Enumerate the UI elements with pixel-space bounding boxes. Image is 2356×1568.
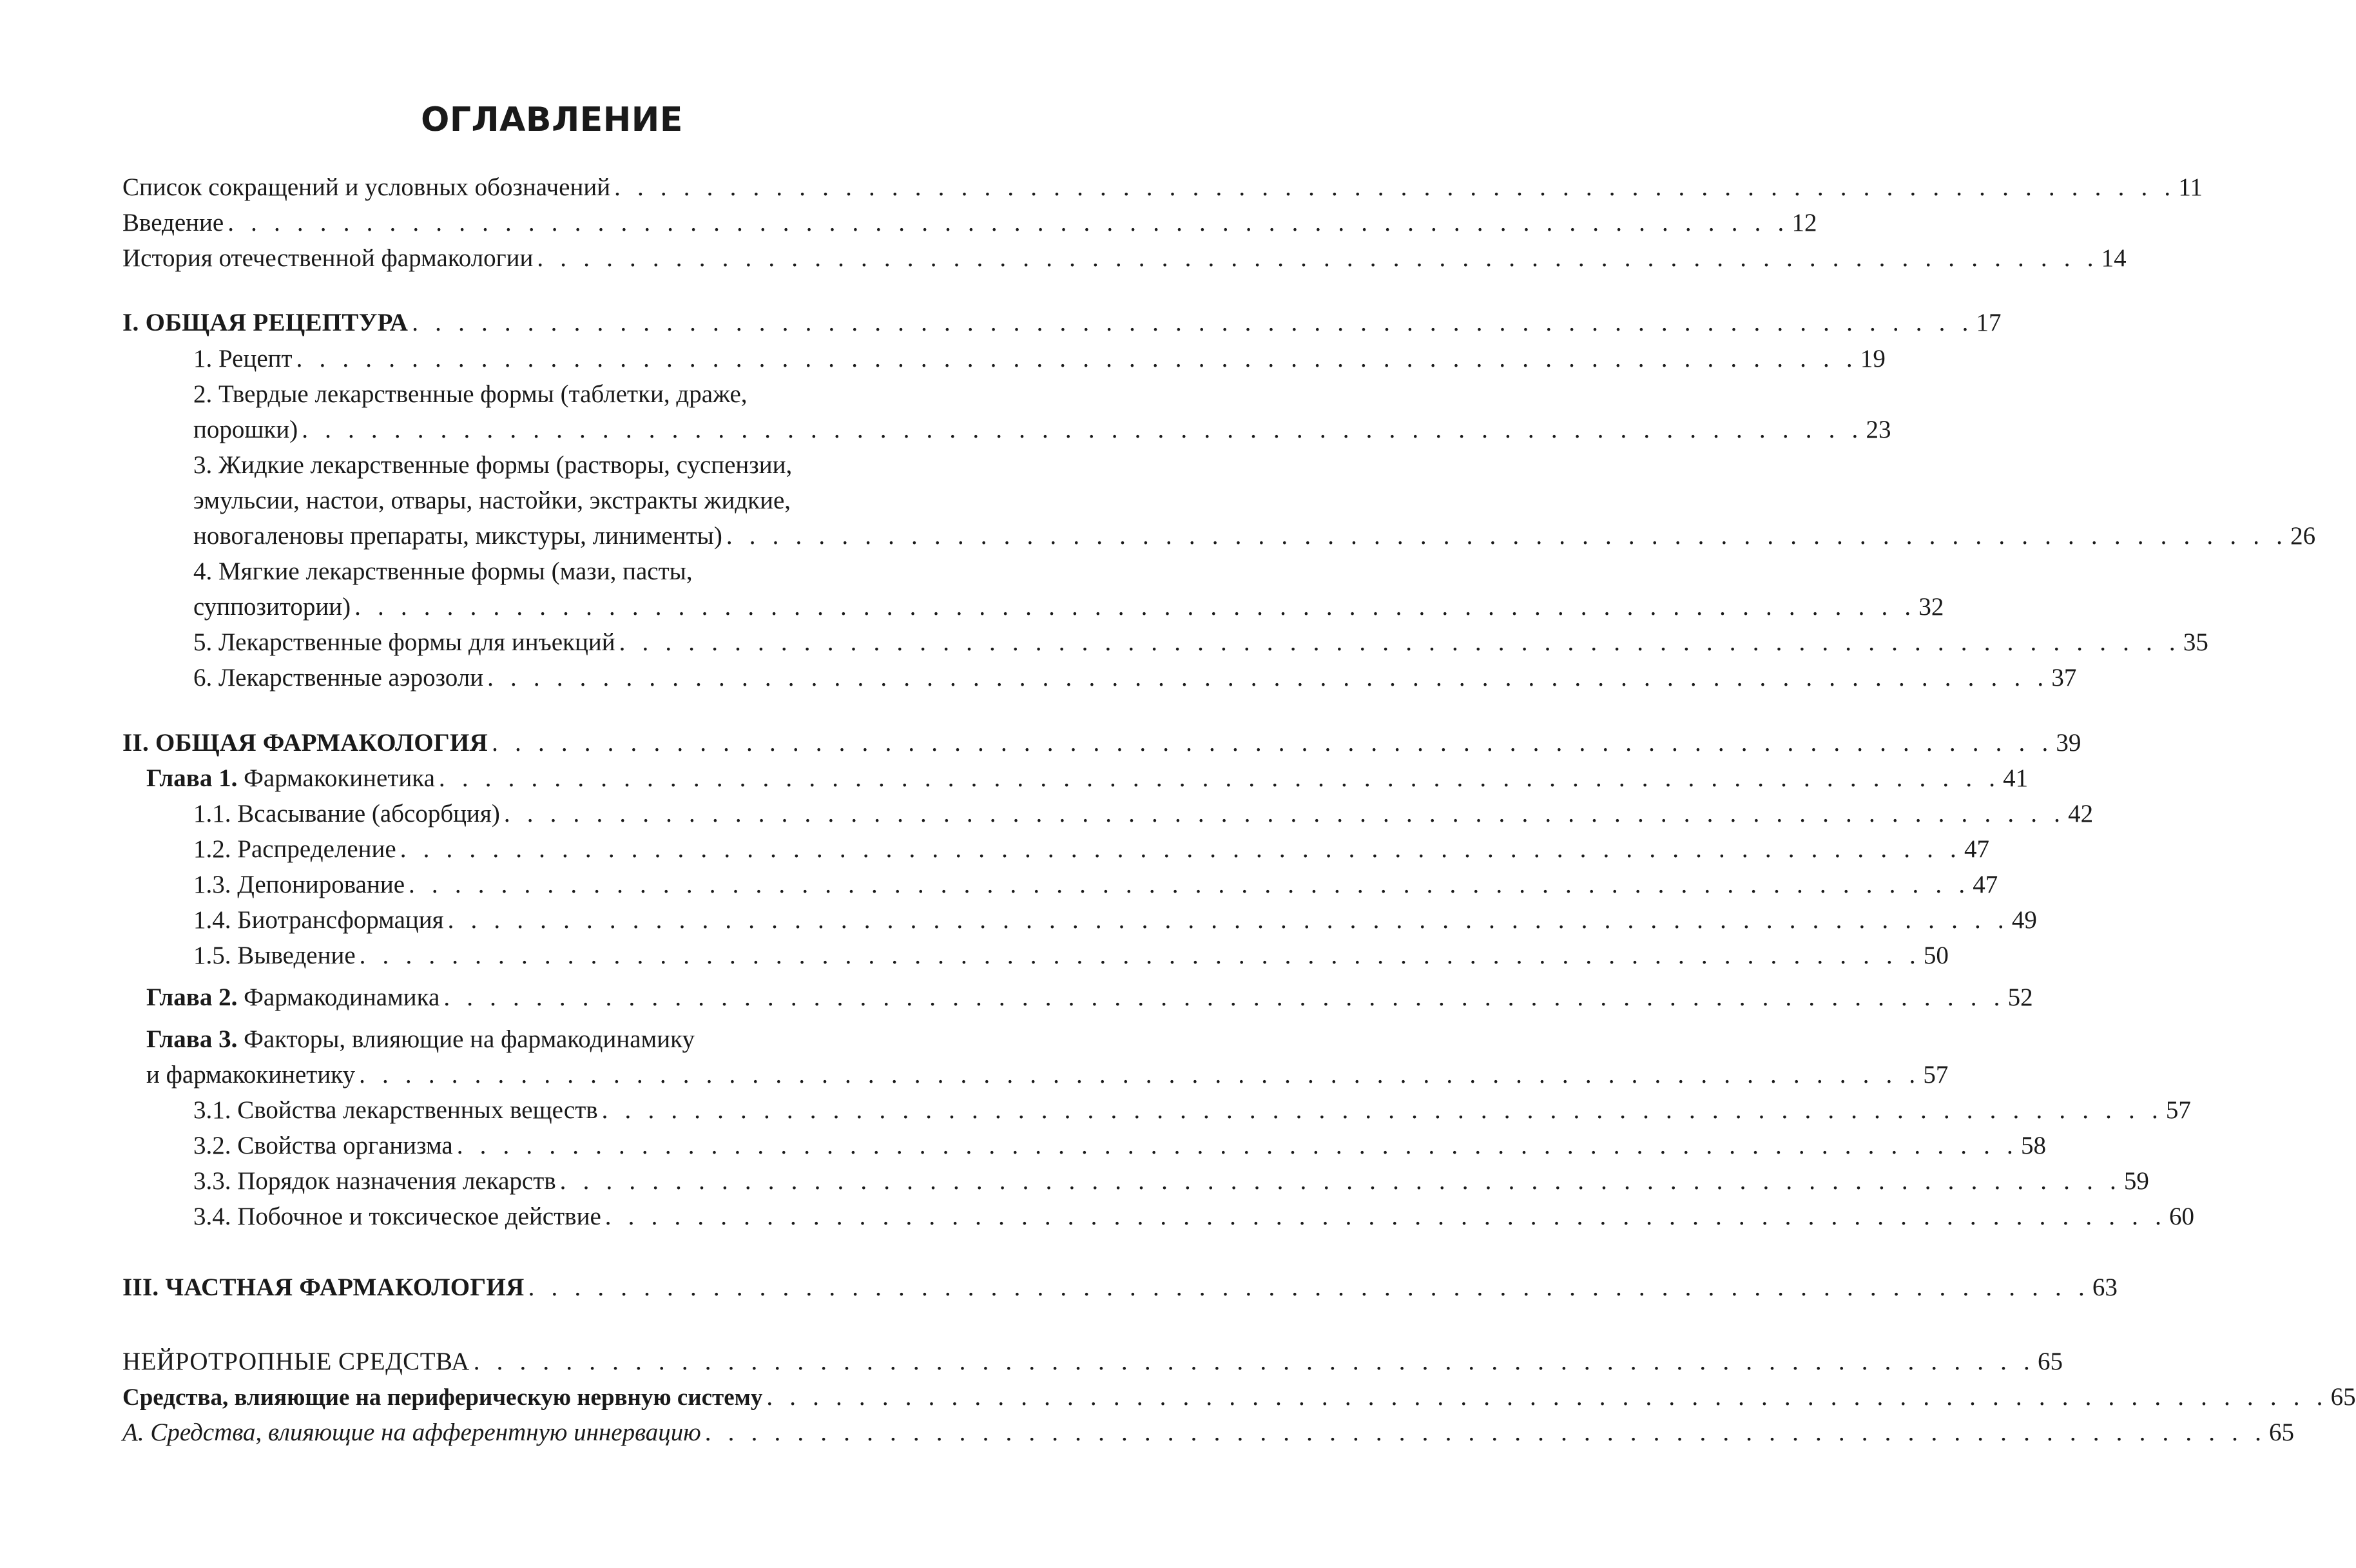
page-number: 14 <box>2101 244 2127 272</box>
chapter-label: Глава 2. <box>146 983 238 1011</box>
page-number: 12 <box>1791 209 1817 237</box>
toc-entry-1-4[interactable] <box>193 905 2037 936</box>
dot-leader: . . . . . . . . . . . . . . . . . . . . . . . . . . . . . . . . . . . . . . . . . . . . . . . . . . . . . . . . . . . . . . . . . . . . <box>400 835 1962 863</box>
page-number: 42 <box>2068 800 2094 828</box>
page-number: 50 <box>1923 942 1949 969</box>
dot-leader: . . . . . . . . . . . . . . . . . . . . . . . . . . . . . . . . . . . . . . . . . . . . . . . . . . . . . . . . . . . . . . . . . . . . <box>227 209 1790 237</box>
chapter-label: Глава 3. <box>146 1025 238 1053</box>
entry-title: 3.1. Свойства лекарственных веществ <box>193 1096 598 1124</box>
toc-entry-neurotropic[interactable] <box>122 1347 2063 1377</box>
page-number: 57 <box>2165 1096 2191 1124</box>
entry-title <box>146 764 435 794</box>
page-number: 59 <box>2123 1167 2149 1195</box>
toc-entry-peripheral-ns[interactable] <box>122 1382 2356 1413</box>
page-number: 32 <box>1918 593 1944 621</box>
dot-leader: . . . . . . . . . . . . . . . . . . . . . . . . . . . . . . . . . . . . . . . . . . . . . . . . . . . . . . . . . . . . . . . . . . . . <box>473 1348 2035 1375</box>
entry-title: НЕЙРОТРОПНЫЕ СРЕДСТВА <box>122 1348 470 1375</box>
page-number: 65 <box>2037 1348 2063 1375</box>
toc-entry-injection-forms[interactable] <box>193 628 2208 658</box>
toc-section-general-prescription[interactable] <box>122 308 2002 338</box>
dot-leader: . . . . . . . . . . . . . . . . . . . . . . . . . . . . . . . . . . . . . . . . . . . . . . . . . . . . . . . . . . . . . . . . . . . . <box>412 309 1974 336</box>
section-title: III. ЧАСТНАЯ ФАРМАКОЛОГИЯ <box>122 1273 525 1301</box>
entry-title: Список сокращений и условных обозначений <box>122 173 611 201</box>
page-number: 57 <box>1923 1061 1949 1089</box>
dot-leader: . . . . . . . . . . . . . . . . . . . . . . . . . . . . . . . . . . . . . . . . . . . . . . . . . . . . . . . . . . . . . . . . . . . . <box>438 764 2001 792</box>
page-number: 63 <box>2092 1273 2118 1301</box>
page-number: 37 <box>2051 664 2077 692</box>
entry-title: 1. Рецепт <box>193 345 293 373</box>
toc-entry-1-3[interactable] <box>193 870 1998 900</box>
dot-leader: . . . . . . . . . . . . . . . . . . . . . . . . . . . . . . . . . . . . . . . . . . . . . . . . . . . . . . . . . . . . . . . . . . . . <box>619 628 2181 656</box>
entry-title: новогаленовы препараты, микстуры, линименты) <box>193 522 722 550</box>
toc-entry-3-1[interactable] <box>193 1096 2191 1126</box>
entry-title: суппозитории) <box>193 593 351 621</box>
dot-leader: . . . . . . . . . . . . . . . . . . . . . . . . . . . . . . . . . . . . . . . . . . . . . . . . . . . . . . . . . . . . . . . . . . . . <box>492 729 2054 757</box>
entry-title: 3.3. Порядок назначения лекарств <box>193 1167 556 1195</box>
entry-title: 1.3. Депонирование <box>193 871 405 898</box>
toc-entry-3-4[interactable] <box>193 1202 2195 1232</box>
section-title: I. ОБЩАЯ РЕЦЕПТУРА <box>122 309 409 336</box>
page-number: 58 <box>2020 1132 2046 1159</box>
page-number: 49 <box>2011 906 2037 934</box>
toc-chapter-2[interactable] <box>146 983 2033 1013</box>
entry-title: порошки) <box>193 416 298 443</box>
entry-title: Средства, влияющие на периферическую нервную систему <box>122 1384 763 1411</box>
entry-title: История отечественной фармакологии <box>122 244 534 272</box>
dot-leader: . . . . . . . . . . . . . . . . . . . . . . . . . . . . . . . . . . . . . . . . . . . . . . . . . . . . . . . . . . . . . . . . . . . . <box>726 522 2288 550</box>
dot-leader: . . . . . . . . . . . . . . . . . . . . . . . . . . . . . . . . . . . . . . . . . . . . . . . . . . . . . . . . . . . . . . . . . . . . <box>537 244 2099 272</box>
page-number: 11 <box>2178 173 2203 201</box>
page-number: 65 <box>2330 1383 2356 1411</box>
toc-entry-abbreviations[interactable] <box>122 173 2203 203</box>
dot-leader: . . . . . . . . . . . . . . . . . . . . . . . . . . . . . . . . . . . . . . . . . . . . . . . . . . . . . . . . . . . . . . . . . . . . <box>601 1096 2163 1124</box>
toc-chapter-1[interactable] <box>146 764 2029 794</box>
entry-title: Введение <box>122 209 224 237</box>
entry-title: 3.2. Свойства организма <box>193 1132 453 1159</box>
toc-entry-1-5[interactable] <box>193 941 1949 971</box>
page-number: 47 <box>1964 835 1989 863</box>
dot-leader: . . . . . . . . . . . . . . . . . . . . . . . . . . . . . . . . . . . . . . . . . . . . . . . . . . . . . . . . . . . . . . . . . . . . <box>503 800 2066 828</box>
page-title: ОГЛАВЛЕНИЕ <box>421 101 683 139</box>
dot-leader: . . . . . . . . . . . . . . . . . . . . . . . . . . . . . . . . . . . . . . . . . . . . . . . . . . . . . . . . . . . . . . . . . . . . <box>296 345 1858 373</box>
toc-chapter-3-line1 <box>146 1025 991 1055</box>
toc-entry-soft-forms[interactable] <box>193 592 1944 623</box>
dot-leader: . . . . . . . . . . . . . . . . . . . . . . . . . . . . . . . . . . . . . . . . . . . . . . . . . . . . . . . . . . . . . . . . . . . . <box>456 1132 2018 1159</box>
page-number: 17 <box>1976 309 2002 336</box>
toc-entry-solid-forms-line1: 2. Твердые лекарственные формы (таблетки, драже, <box>193 380 748 408</box>
chapter-title: Факторы, влияющие на фармакодинамику <box>244 1025 695 1053</box>
dot-leader: . . . . . . . . . . . . . . . . . . . . . . . . . . . . . . . . . . . . . . . . . . . . . . . . . . . . . . . . . . . . . . . . . . . . <box>359 1061 1921 1089</box>
entry-title: 3.4. Побочное и токсическое действие <box>193 1203 601 1230</box>
entry-title: А. Средства, влияющие на афферентную иннервацию <box>122 1418 701 1446</box>
page-number: 39 <box>2056 729 2081 757</box>
toc-entry-history[interactable] <box>122 244 2127 274</box>
toc-entry-recipe[interactable] <box>193 344 1886 374</box>
dot-leader: . . . . . . . . . . . . . . . . . . . . . . . . . . . . . . . . . . . . . . . . . . . . . . . . . . . . . . . . . . . . . . . . . . . . <box>447 906 2009 934</box>
toc-entry-liquid-forms-line1: 3. Жидкие лекарственные формы (растворы, суспензии, <box>193 451 793 479</box>
dot-leader: . . . . . . . . . . . . . . . . . . . . . . . . . . . . . . . . . . . . . . . . . . . . . . . . . . . . . . . . . . . . . . . . . . . . <box>614 173 2176 201</box>
chapter-title: Фармакодинамика <box>244 983 440 1011</box>
entry-title: 1.1. Всасывание (абсорбция) <box>193 800 500 828</box>
page-number: 52 <box>2007 983 2033 1011</box>
toc-entry-liquid-forms-line2: эмульсии, настои, отвары, настойки, экстракты жидкие, <box>193 487 791 514</box>
toc-entry-introduction[interactable] <box>122 208 1817 238</box>
page-number: 35 <box>2183 628 2208 656</box>
toc-entry-aerosols[interactable] <box>193 663 2077 693</box>
page-number: 60 <box>2169 1203 2195 1230</box>
section-title: II. ОБЩАЯ ФАРМАКОЛОГИЯ <box>122 729 488 757</box>
entry-title: 1.5. Выведение <box>193 942 356 969</box>
dot-leader: . . . . . . . . . . . . . . . . . . . . . . . . . . . . . . . . . . . . . . . . . . . . . . . . . . . . . . . . . . . . . . . . . . . . <box>559 1167 2121 1195</box>
dot-leader: . . . . . . . . . . . . . . . . . . . . . . . . . . . . . . . . . . . . . . . . . . . . . . . . . . . . . . . . . . . . . . . . . . . . <box>443 983 2005 1011</box>
page-number: 23 <box>1866 416 1891 443</box>
toc-section-general-pharmacology[interactable] <box>122 728 2081 759</box>
dot-leader: . . . . . . . . . . . . . . . . . . . . . . . . . . . . . . . . . . . . . . . . . . . . . . . . . . . . . . . . . . . . . . . . . . . . <box>359 942 1921 969</box>
entry-title <box>146 983 439 1013</box>
chapter-title: Фармакокинетика <box>244 764 435 792</box>
entry-title: и фармакокинетику <box>146 1061 356 1089</box>
dot-leader: . . . . . . . . . . . . . . . . . . . . . . . . . . . . . . . . . . . . . . . . . . . . . . . . . . . . . . . . . . . . . . . . . . . . <box>604 1203 2167 1230</box>
dot-leader: . . . . . . . . . . . . . . . . . . . . . . . . . . . . . . . . . . . . . . . . . . . . . . . . . . . . . . . . . . . . . . . . . . . . <box>409 871 1971 898</box>
toc-entry-1-2[interactable] <box>193 835 1989 865</box>
page-number: 26 <box>2290 522 2316 550</box>
entry-title: 1.2. Распределение <box>193 835 396 863</box>
toc-section-special-pharmacology[interactable] <box>122 1273 2118 1303</box>
toc-chapter-3[interactable] <box>146 1060 1949 1090</box>
dot-leader: . . . . . . . . . . . . . . . . . . . . . . . . . . . . . . . . . . . . . . . . . . . . . . . . . . . . . . . . . . . . . . . . . . . . <box>766 1383 2328 1411</box>
dot-leader: . . . . . . . . . . . . . . . . . . . . . . . . . . . . . . . . . . . . . . . . . . . . . . . . . . . . . . . . . . . . . . . . . . . . <box>704 1418 2267 1446</box>
dot-leader: . . . . . . . . . . . . . . . . . . . . . . . . . . . . . . . . . . . . . . . . . . . . . . . . . . . . . . . . . . . . . . . . . . . . <box>354 593 1917 621</box>
entry-title: 6. Лекарственные аэрозоли <box>193 664 484 692</box>
entry-title: 1.4. Биотрансформация <box>193 906 444 934</box>
dot-leader: . . . . . . . . . . . . . . . . . . . . . . . . . . . . . . . . . . . . . . . . . . . . . . . . . . . . . . . . . . . . . . . . . . . . <box>302 416 1864 443</box>
toc-entry-solid-forms[interactable] <box>193 415 1891 445</box>
dot-leader: . . . . . . . . . . . . . . . . . . . . . . . . . . . . . . . . . . . . . . . . . . . . . . . . . . . . . . . . . . . . . . . . . . . . <box>528 1273 2090 1301</box>
toc-entry-afferent[interactable] <box>122 1418 2295 1448</box>
toc-entry-liquid-forms[interactable] <box>193 521 2316 552</box>
dot-leader: . . . . . . . . . . . . . . . . . . . . . . . . . . . . . . . . . . . . . . . . . . . . . . . . . . . . . . . . . . . . . . . . . . . . <box>487 664 2049 692</box>
toc-entry-1-1[interactable] <box>193 799 2094 829</box>
page-number: 19 <box>1860 345 1886 373</box>
page-number: 41 <box>2003 764 2029 792</box>
toc-entry-3-2[interactable] <box>193 1131 2046 1161</box>
page-number: 65 <box>2269 1418 2295 1446</box>
entry-title: 5. Лекарственные формы для инъекций <box>193 628 615 656</box>
chapter-label: Глава 1. <box>146 764 238 792</box>
page-number: 47 <box>1973 871 1998 898</box>
toc-entry-soft-forms-line1: 4. Мягкие лекарственные формы (мази, пасты, <box>193 557 693 585</box>
toc-entry-3-3[interactable] <box>193 1166 2149 1197</box>
